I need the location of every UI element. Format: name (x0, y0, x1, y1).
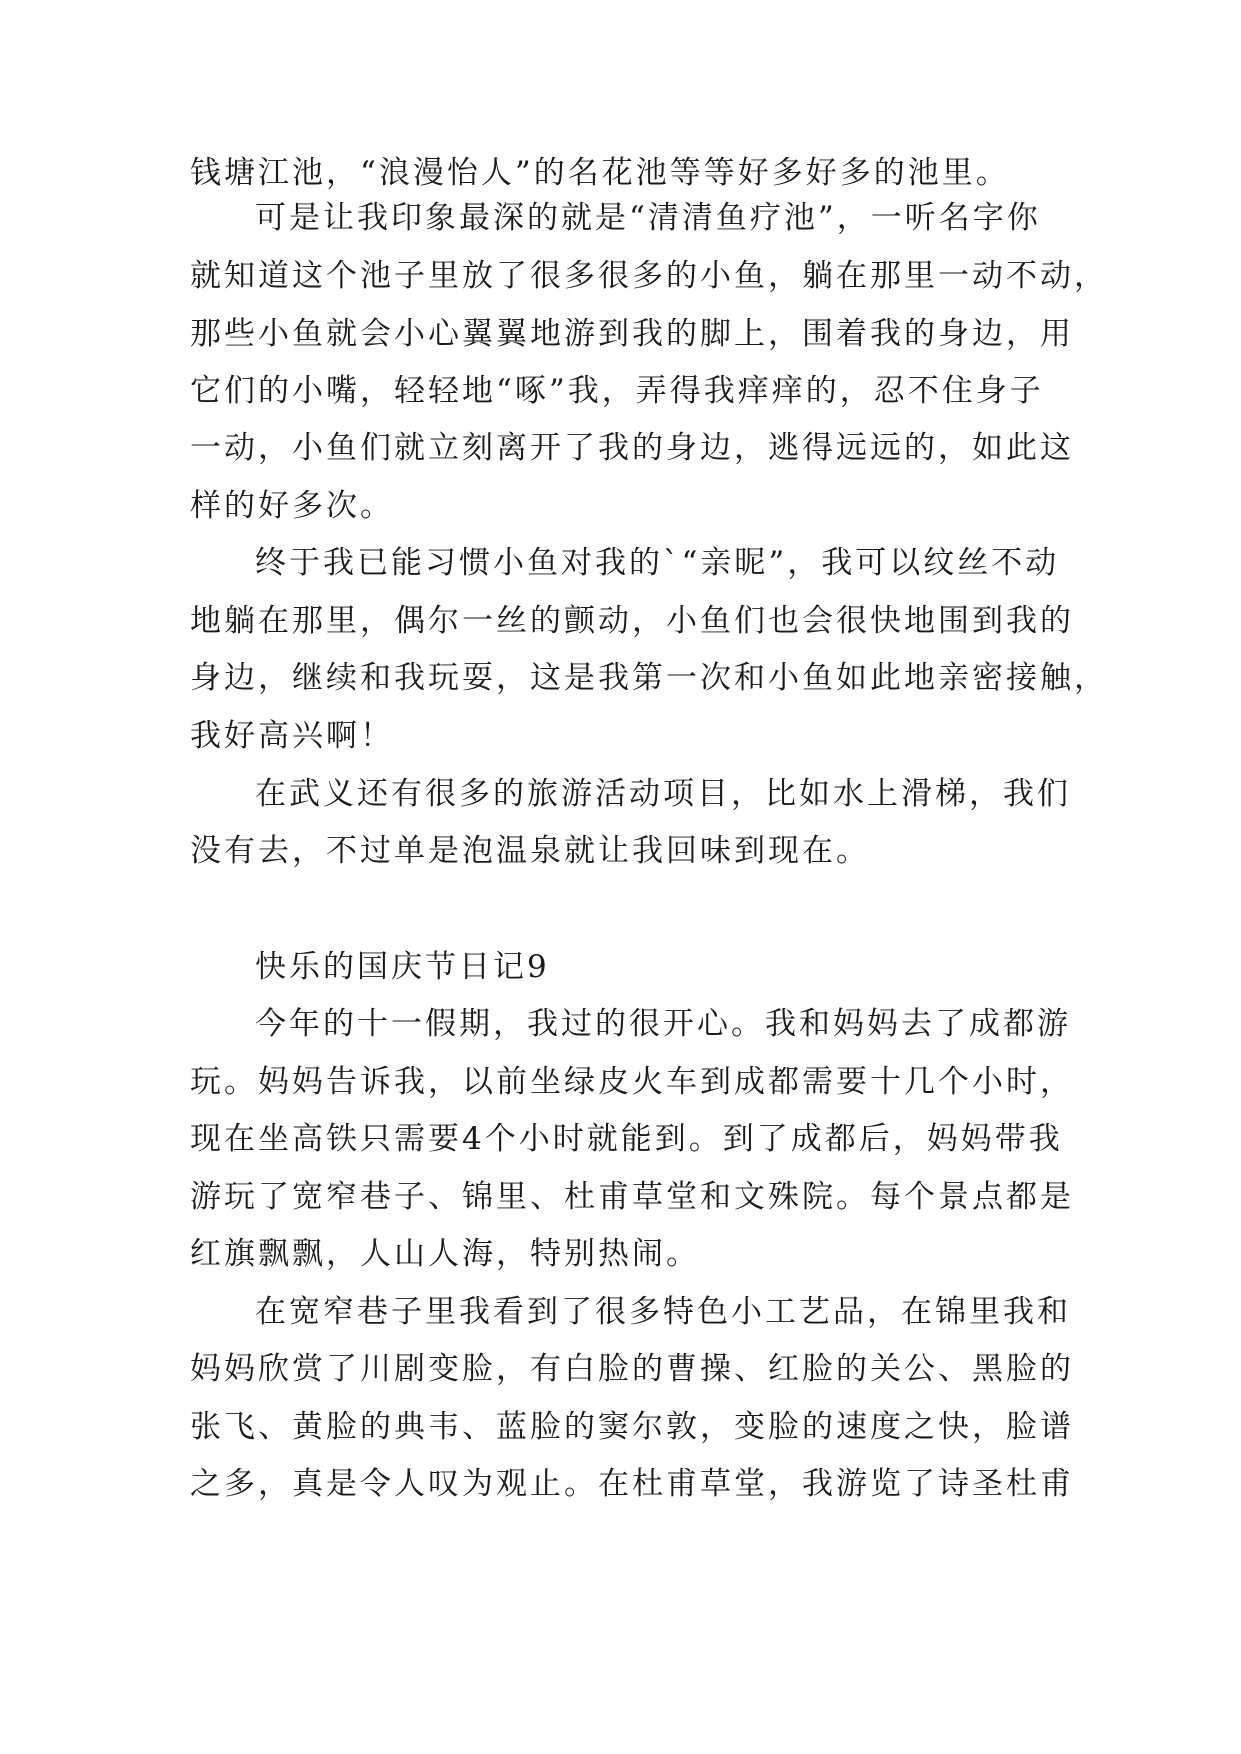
text-line: 妈妈欣赏了川剧变脸，有白脸的曹操、红脸的关公、黑脸的 (190, 1351, 1074, 1387)
text-line: 那些小鱼就会小心翼翼地游到我的脚上，围着我的身边，用 (190, 316, 1074, 352)
text-line: 玩。妈妈告诉我，以前坐绿皮火车到成都需要十几个小时， (190, 1064, 1074, 1100)
text-line: 之多，真是令人叹为观止。在杜甫草堂，我游览了诗圣杜甫 (190, 1466, 1074, 1502)
text-line: 样的好多次。 (190, 488, 394, 524)
text-line: 可是让我印象最深的就是“清清鱼疗池”，一听名字你 (255, 200, 1041, 236)
text-line: 在武义还有很多的旅游活动项目，比如水上滑梯，我们 (255, 776, 1071, 812)
text-line: 它们的小嘴，轻轻地“啄”我，弄得我痒痒的，忍不住身子 (190, 373, 1044, 409)
section-title: 快乐的国庆节日记9 (255, 949, 550, 985)
text-line: 一动，小鱼们就立刻离开了我的身边，逃得远远的，如此这 (190, 430, 1074, 466)
text-line: 现在坐高铁只需要4个小时就能到。到了成都后，妈妈带我 (190, 1121, 1063, 1157)
text-line: 我好高兴啊！ (190, 718, 394, 754)
text-line: 身边，继续和我玩耍，这是我第一次和小鱼如此地亲密接触， (190, 660, 1108, 696)
text-line: 游玩了宽窄巷子、锦里、杜甫草堂和文殊院。每个景点都是 (190, 1179, 1074, 1215)
text-line: 终于我已能习惯小鱼对我的`“亲昵”，我可以纹丝不动 (255, 545, 1060, 581)
text-line: 地躺在那里，偶尔一丝的颤动，小鱼们也会很快地围到我的 (190, 603, 1074, 639)
text-line: 就知道这个池子里放了很多很多的小鱼，躺在那里一动不动， (190, 258, 1108, 294)
text-line: 红旗飘飘，人山人海，特别热闹。 (190, 1236, 700, 1272)
text-line: 没有去，不过单是泡温泉就让我回味到现在。 (190, 833, 870, 869)
text-line: 在宽窄巷子里我看到了很多特色小工艺品，在锦里我和 (255, 1294, 1071, 1330)
text-line: 张飞、黄脸的典韦、蓝脸的窦尔敦，变脸的速度之快，脸谱 (190, 1409, 1074, 1445)
text-line: 钱塘江池，“浪漫怡人”的名花池等等好多好多的池里。 (190, 155, 1010, 191)
text-line: 今年的十一假期，我过的很开心。我和妈妈去了成都游 (255, 1006, 1071, 1042)
